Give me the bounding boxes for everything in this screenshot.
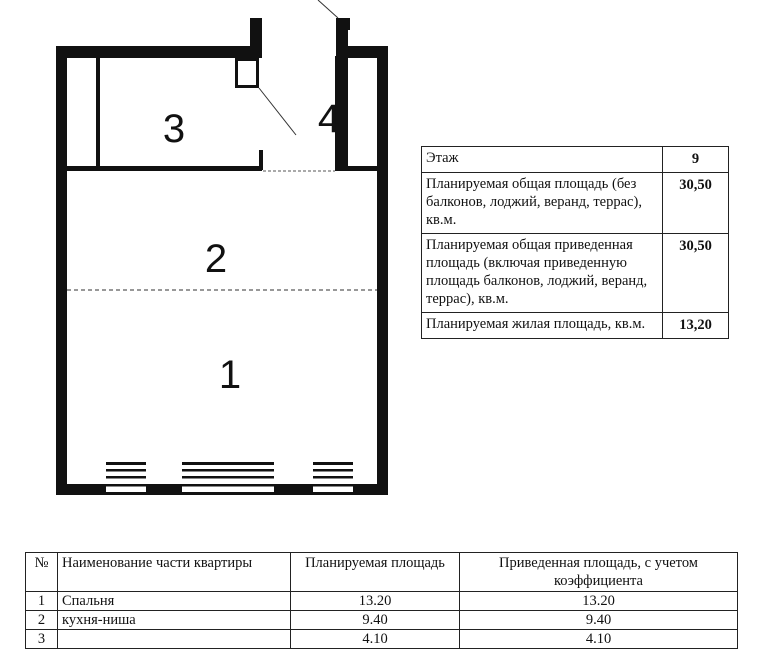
windows <box>106 462 353 495</box>
room-number-2: 2 <box>204 237 228 281</box>
header-name: Наименование части квартиры <box>58 553 291 592</box>
door-swing <box>259 88 296 135</box>
cell-reduced-area: 4.10 <box>460 630 738 649</box>
cell-name: кухня-ниша <box>58 611 291 630</box>
header-area: Планируемая площадь <box>291 553 460 592</box>
room-number-4: 4 <box>317 97 341 141</box>
cell-number: 3 <box>26 630 58 649</box>
info-row-living-area <box>422 313 729 339</box>
cell-area: 9.40 <box>291 611 460 630</box>
header-reduced-area: Приведенная площадь, с учетом коэффициента <box>460 553 738 592</box>
room-number-1: 1 <box>218 353 242 397</box>
info-row-total-area <box>422 173 729 234</box>
info-label: Планируемая общая приведенная площадь (включая приведенную площадь балконов, лоджий, веранд, террас), кв.м. <box>422 234 663 313</box>
cell-reduced-area: 9.40 <box>460 611 738 630</box>
table-row <box>26 611 738 630</box>
table-header-row <box>26 553 738 592</box>
cell-area: 4.10 <box>291 630 460 649</box>
floor-plan <box>0 0 400 500</box>
info-row-reduced-area <box>422 234 729 313</box>
cell-name <box>58 630 291 649</box>
info-value: 9 <box>663 147 729 173</box>
table-row <box>26 592 738 611</box>
cell-area: 13.20 <box>291 592 460 611</box>
info-label: Планируемая жилая площадь, кв.м. <box>422 313 663 339</box>
cell-number: 1 <box>26 592 58 611</box>
apartment-info-table <box>421 146 729 339</box>
cell-name: Спальня <box>58 592 291 611</box>
info-label: Этаж <box>422 147 663 173</box>
info-label: Планируемая общая площадь (без балконов, лоджий, веранд, террас), кв.м. <box>422 173 663 234</box>
rooms-table <box>25 552 738 649</box>
cell-reduced-area: 13.20 <box>460 592 738 611</box>
entrance-door <box>318 0 338 18</box>
room-number-3: 3 <box>162 107 186 151</box>
info-value: 13,20 <box>663 313 729 339</box>
header-number: № <box>26 553 58 592</box>
info-row-floor <box>422 147 729 173</box>
cell-number: 2 <box>26 611 58 630</box>
info-value: 30,50 <box>663 173 729 234</box>
table-row <box>26 630 738 649</box>
info-value: 30,50 <box>663 234 729 313</box>
